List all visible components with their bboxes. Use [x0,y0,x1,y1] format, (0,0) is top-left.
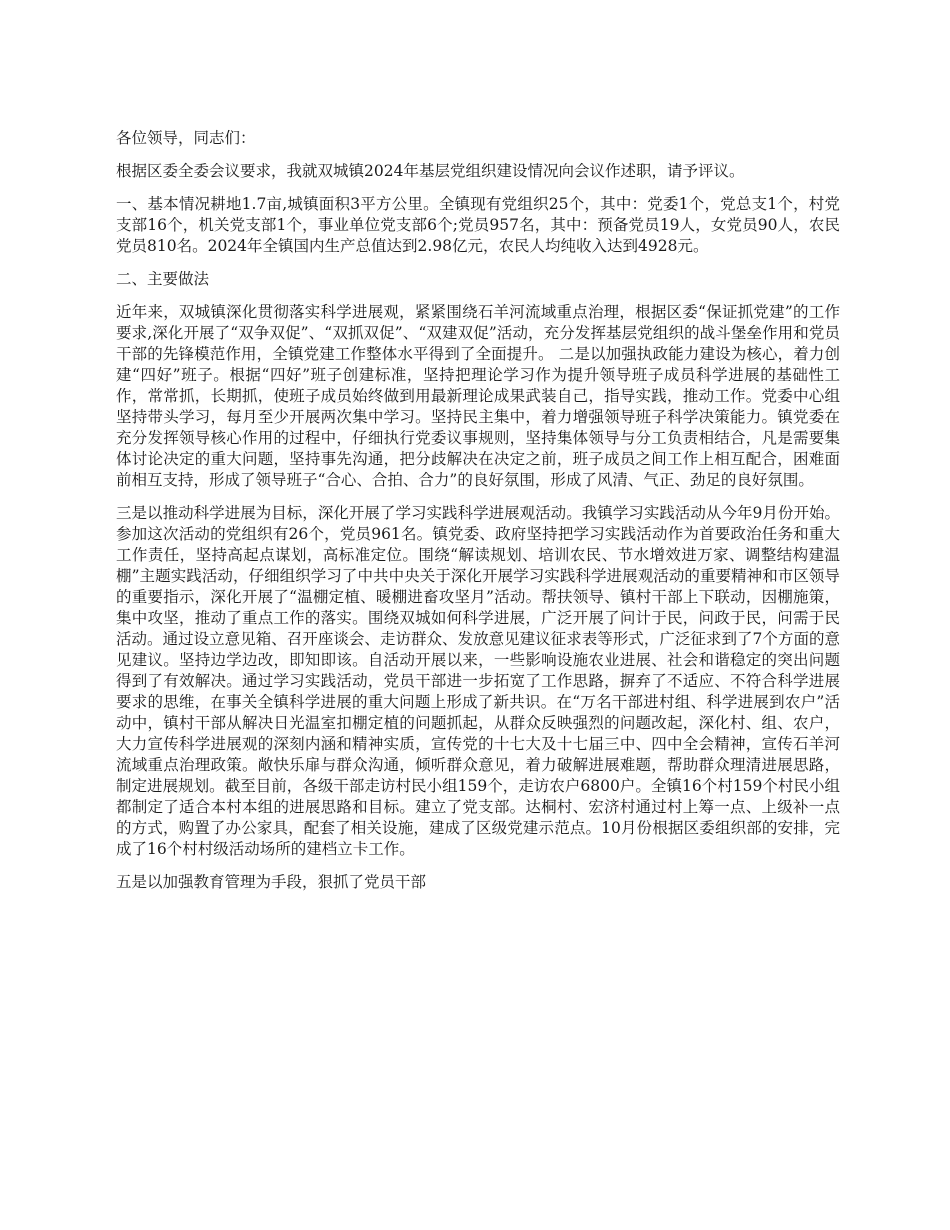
opening-paragraph: 根据区委全委会议要求，我就双城镇2024年基层党组织建设情况向会议作述职，请予评议。 [116,162,745,180]
basic-situation-paragraph: 一、基本情况耕地1.7亩,城镇面积3平方公里。全镇现有党组织25个，其中：党委1个，党总支1个，村党支部16个，机关党支部1个，事业单位党支部6个;党员957名，其中：预备党员19人，女党员90人，农民党员810名。2024年全镇国内生产总值达到2.98亿元，农民人均纯收入达到4928元。 [116,195,840,255]
salutation: 各位领导，同志们： [116,129,256,147]
practices-paragraph: 近年来，双城镇深化贯彻落实科学进展观，紧紧围绕石羊河流域重点治理，根据区委“保证抓党建”的工作要求,深化开展了“双争双促”、“双抓双促”、“双建双促”活动，充分发挥基层党组织的战斗堡垒作用和党员干部的先锋模范作用，全镇党建工作整体水平得到了全面提升。 二是以加强执政能力建设为核心，着力创建“四好”班子。根据“四好”班子创建标准，坚持把理论学习作为提升领导班子成员科学进展的基础性工作，常常抓，长期抓，使班子成员始终做到用最新理论成果武装自己，指导实践，推动工作。党委中心组坚持带头学习，每月至少开展两次集中学习。坚持民主集中，着力增强领导班子科学决策能力。镇党委在充分发挥领导核心作用的过程中，仔细执行党委议事规则，坚持集体领导与分工负责相结合，凡是需要集体讨论决定的重大问题，坚持事先沟通，把分歧解决在决定之前，班子成员之间工作上相互配合，困难面前相互支持，形成了领导班子“合心、合拍、合力”的良好氛围，形成了风清、气正、劲足的良好氛围。 [116,303,840,489]
document-body [116,128,840,905]
section-heading-main-practices: 二、主要做法 [116,270,210,288]
practice-five-paragraph: 五是以加强教育管理为手段，狠抓了党员干部 [116,873,427,891]
practice-three-paragraph: 三是以推动科学进展为目标，深化开展了学习实践科学进展观活动。我镇学习实践活动从今年9月份开始。参加这次活动的党组织有26个，党员961名。镇党委、政府坚持把学习实践活动作为首要政治任务和重大工作责任，坚持高起点谋划，高标准定位。围绕“解读规划、培训农民、节水增效进万家、调整结构建温棚”主题实践活动，仔细组织学习了中共中央关于深化开展学习实践科学进展观活动的重要精神和市区领导的重要指示，深化开展了“温棚定植、暖棚进畜攻坚月”活动。帮扶领导、镇村干部上下联动，因棚施策，集中攻坚，推动了重点工作的落实。围绕双城如何科学进展，广泛开展了问计于民，问政于民，问需于民活动。通过设立意见箱、召开座谈会、走访群众、发放意见建议征求表等形式，广泛征求到了7个方面的意见建议。坚持边学边改，即知即该。自活动开展以来，一些影响设施农业进展、社会和谐稳定的突出问题得到了有效解决。通过学习实践活动，党员干部进一步拓宽了工作思路，摒弃了不适应、不符合科学进展要求的思维，在事关全镇科学进展的重大问题上形成了新共识。在“万名干部进村组、科学进展到农户”活动中，镇村干部从解决日光温室扣棚定植的问题抓起，从群众反映强烈的问题改起，深化村、组、农户，大力宣传科学进展观的深刻内涵和精神实质，宣传党的十七大及十七届三中、四中全会精神，宣传石羊河流域重点治理政策。敞快乐扉与群众沟通，倾听群众意见，着力破解进展难题，帮助群众理清进展思路，制定进展规划。截至目前，各级干部走访村民小组159个，走访农户6800户。全镇16个村159个村民小组都制定了适合本村本组的进展思路和目标。建立了党支部。达桐村、宏济村通过村上筹一点、上级补一点的方式，购置了办公家具，配套了相关设施，建成了区级党建示范点。10月份根据区委组织部的安排，完成了16个村村级活动场所的建档立卡工作。 [116,504,840,858]
